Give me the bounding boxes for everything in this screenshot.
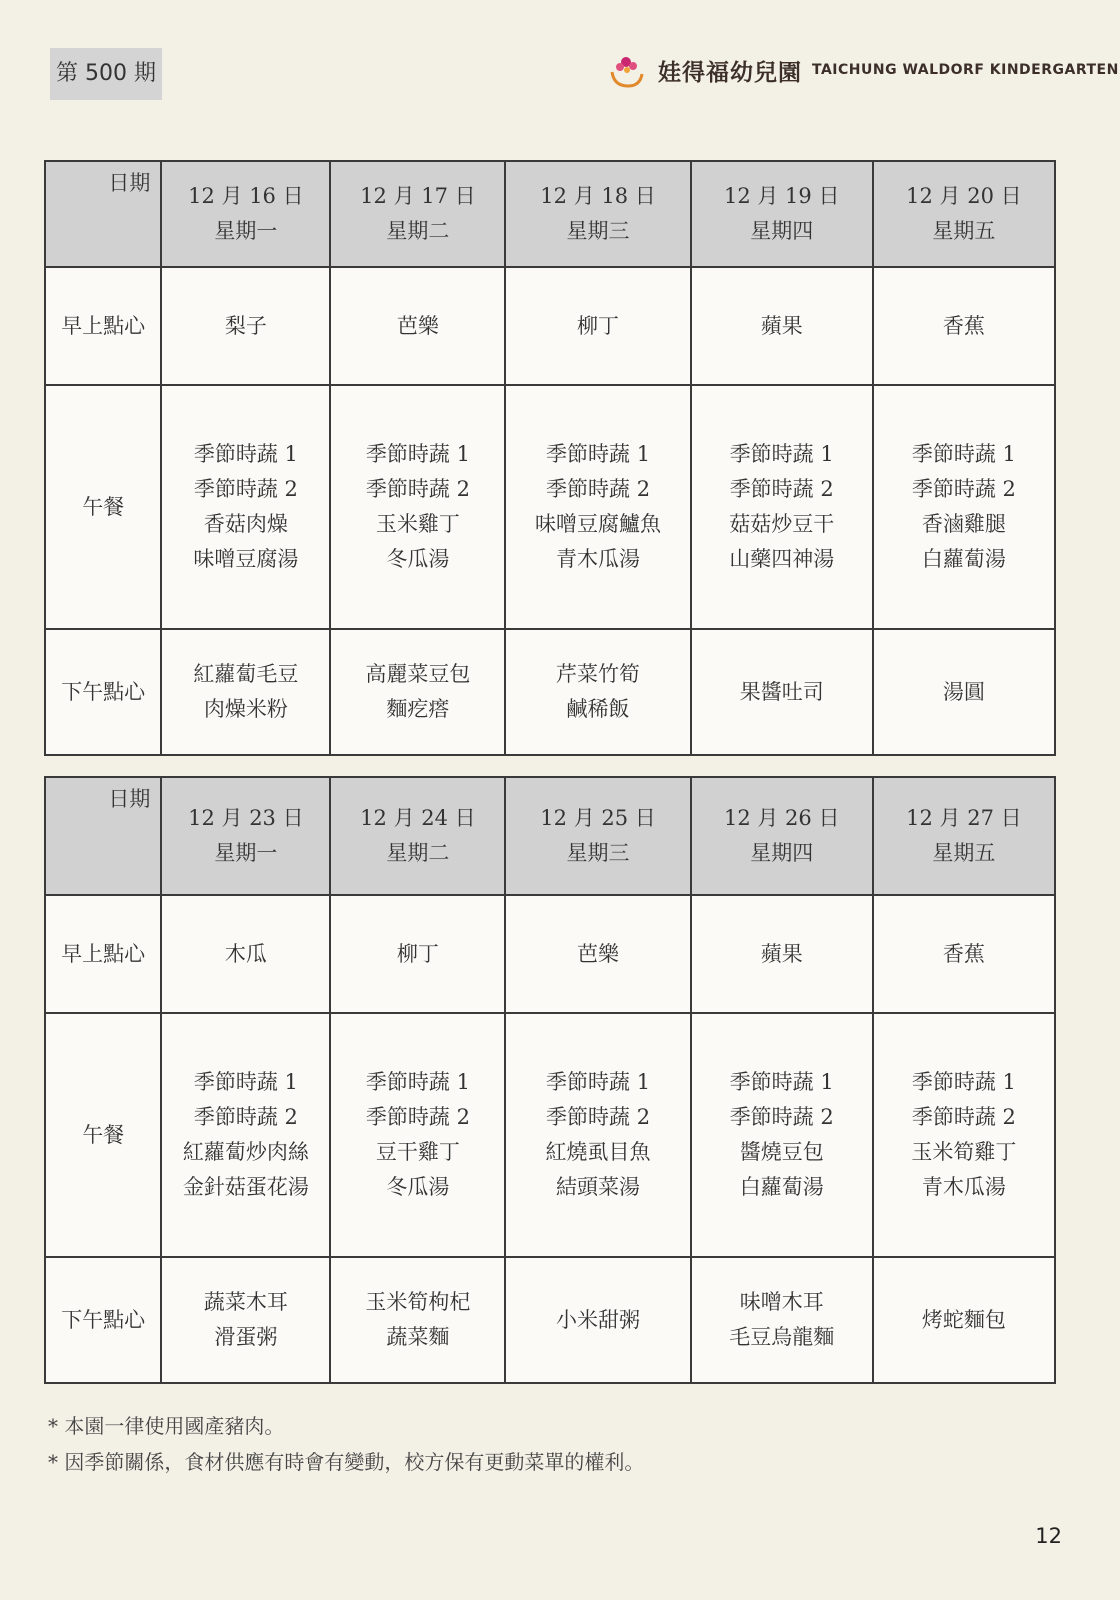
day-header: 12 月 25 日 星期三 (505, 777, 690, 895)
logo-name-zh: 娃得福幼兒園 (658, 59, 802, 86)
menu-cell: 玉米筍枸杞 蔬菜麵 (330, 1257, 505, 1383)
menu-cell: 蘋果 (691, 895, 873, 1013)
menu-cell: 芹菜竹筍 鹹稀飯 (505, 629, 690, 755)
menu-cell: 柳丁 (505, 267, 690, 385)
day-header: 12 月 17 日 星期二 (330, 161, 505, 267)
menu-cell: 小米甜粥 (505, 1257, 690, 1383)
menu-cell: 香蕉 (873, 267, 1055, 385)
menu-cell: 烤蛇麵包 (873, 1257, 1055, 1383)
menu-cell: 季節時蔬 1 季節時蔬 2 紅蘿蔔炒肉絲 金針菇蛋花湯 (161, 1013, 330, 1257)
page-number: 12 (1035, 1524, 1062, 1548)
menu-cell: 季節時蔬 1 季節時蔬 2 紅燒虱目魚 結頭菜湯 (505, 1013, 690, 1257)
menu-cell: 季節時蔬 1 季節時蔬 2 玉米雞丁 冬瓜湯 (330, 385, 505, 629)
menu-cell: 芭樂 (505, 895, 690, 1013)
day-header: 12 月 20 日 星期五 (873, 161, 1055, 267)
menu-cell: 季節時蔬 1 季節時蔬 2 豆干雞丁 冬瓜湯 (330, 1013, 505, 1257)
menu-cell: 果醬吐司 (691, 629, 873, 755)
flower-logo-icon (606, 50, 648, 90)
menu-cell: 季節時蔬 1 季節時蔬 2 香滷雞腿 白蘿蔔湯 (873, 385, 1055, 629)
menu-cell: 芭樂 (330, 267, 505, 385)
row-label-afternoon-snack: 下午點心 (45, 629, 161, 755)
menu-cell: 紅蘿蔔毛豆 肉燥米粉 (161, 629, 330, 755)
day-header: 12 月 16 日 星期一 (161, 161, 330, 267)
menu-cell: 柳丁 (330, 895, 505, 1013)
row-label-lunch: 午餐 (45, 385, 161, 629)
menu-cell: 梨子 (161, 267, 330, 385)
issue-number: 第 500 期 (50, 48, 162, 100)
row-label-afternoon-snack: 下午點心 (45, 1257, 161, 1383)
day-header: 12 月 18 日 星期三 (505, 161, 690, 267)
day-header: 12 月 27 日 星期五 (873, 777, 1055, 895)
logo-name-en: TAICHUNG WALDORF KINDERGARTEN (812, 62, 1119, 78)
menu-cell: 蔬菜木耳 滑蛋粥 (161, 1257, 330, 1383)
corner-header: 日期 (45, 777, 161, 895)
footnote: * 本園一律使用國產豬肉。 (48, 1414, 285, 1438)
menu-cell: 香蕉 (873, 895, 1055, 1013)
menu-cell: 湯圓 (873, 629, 1055, 755)
menu-cell: 味噌木耳 毛豆烏龍麵 (691, 1257, 873, 1383)
footnotes (48, 1408, 644, 1480)
menu-cell: 季節時蔬 1 季節時蔬 2 醬燒豆包 白蘿蔔湯 (691, 1013, 873, 1257)
menu-table-week-2 (44, 776, 1056, 1384)
menu-cell: 季節時蔬 1 季節時蔬 2 菇菇炒豆干 山藥四神湯 (691, 385, 873, 629)
menu-table-week-1 (44, 160, 1056, 756)
row-label-lunch: 午餐 (45, 1013, 161, 1257)
menu-cell: 季節時蔬 1 季節時蔬 2 香菇肉燥 味噌豆腐湯 (161, 385, 330, 629)
footnote: * 因季節關係，食材供應有時會有變動，校方保有更動菜單的權利。 (48, 1450, 645, 1474)
day-header: 12 月 23 日 星期一 (161, 777, 330, 895)
menu-cell: 高麗菜豆包 麵疙瘩 (330, 629, 505, 755)
day-header: 12 月 24 日 星期二 (330, 777, 505, 895)
menu-cell: 季節時蔬 1 季節時蔬 2 味噌豆腐鱸魚 青木瓜湯 (505, 385, 690, 629)
menu-cell: 蘋果 (691, 267, 873, 385)
menu-cell: 季節時蔬 1 季節時蔬 2 玉米筍雞丁 青木瓜湯 (873, 1013, 1055, 1257)
day-header: 12 月 19 日 星期四 (691, 161, 873, 267)
corner-header: 日期 (45, 161, 161, 267)
row-label-morning-snack: 早上點心 (45, 895, 161, 1013)
day-header: 12 月 26 日 星期四 (691, 777, 873, 895)
menu-cell: 木瓜 (161, 895, 330, 1013)
kindergarten-logo (606, 50, 1119, 90)
row-label-morning-snack: 早上點心 (45, 267, 161, 385)
